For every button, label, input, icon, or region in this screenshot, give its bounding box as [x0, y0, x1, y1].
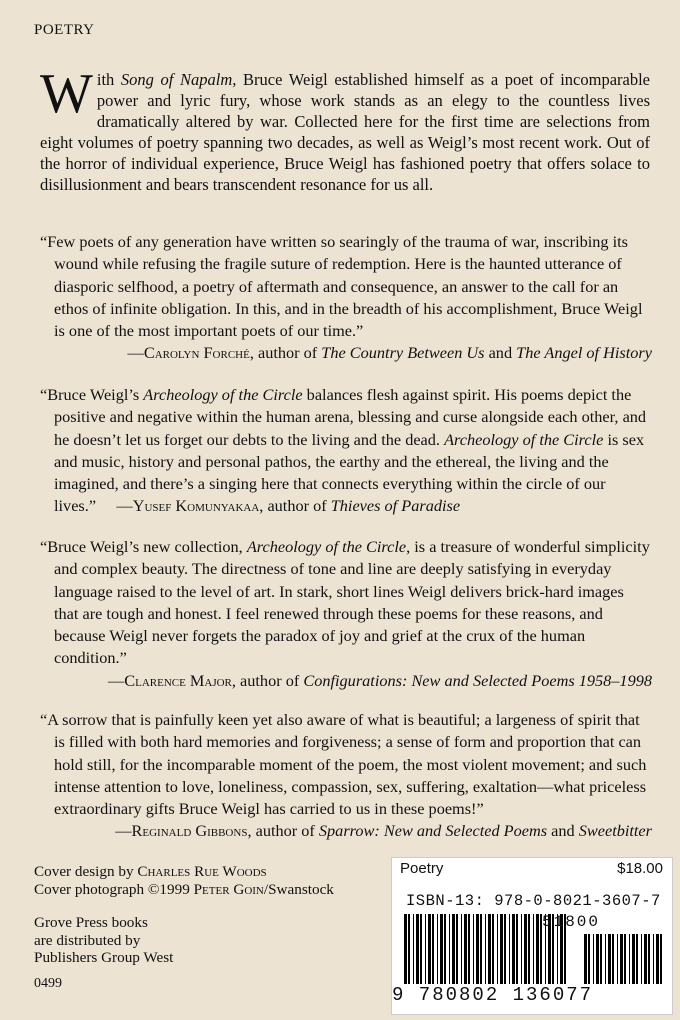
- quote-attribution: [40, 670, 652, 692]
- quote-text: “Bruce Weigl’s Archeology of the Circle balances flesh against spirit. His poems depict the positive and negative within the human arena, blessing and curse alongside each other, and he doesn’t let us forget our debts to the living and the dead. Archeology of the Circle is sex and music, history and personal pathos, the earthy and the ethereal, the living and the imagined, and there’s a singing here that connects everything within the circle of our lives.” —Yusef Komunyakaa, author of Thieves of Paradise: [40, 385, 647, 516]
- barcode-bar: [608, 934, 611, 984]
- barcode-bar: [588, 934, 590, 984]
- barcode-bar: [509, 914, 510, 984]
- barcode-bar: [656, 934, 659, 984]
- attr-dash: —: [107, 670, 125, 690]
- designer-name: Charles Rue Woods: [137, 863, 267, 880]
- barcode-bar: [428, 914, 431, 984]
- attr-text: , author of: [249, 343, 322, 363]
- barcode-bar: [612, 934, 614, 984]
- quote-text: “Few poets of any generation have written so searingly of the trauma of war, inscribing its wound while refusing the fragile suture of redemption. Here is the haunted utterance of diasporic selfhood, a poetry of aftermath and consequence, an answer to the call for an ethos of infinite obligation. In this, and in the breadth of his accomplishment, Bruce Weigl is one of the most important poets of our time.”: [40, 232, 643, 341]
- barcode-bar: [600, 934, 602, 984]
- barcode-bar: [500, 914, 503, 984]
- barcode-bar: [617, 934, 618, 984]
- barcode-bar: [636, 934, 638, 984]
- distribution-line: are distributed by: [34, 931, 141, 949]
- quote-text: “Bruce Weigl’s new collection, Archeology of the Circle, is a treasure of wonderful simplicity and complex beauty. The directness of tone and line are deeply satisfying in everyday language raised to the level of art. In stark, short lines Weigl delivers brick-hard images that are tough and honest. I feel renewed through these poems for these reasons, and because Weigl never forgets the paradox of joy and grief at the crux of the human condition.”: [40, 537, 650, 668]
- quote-major: [40, 536, 652, 692]
- barcode-digits: 9 780802 136077: [392, 984, 594, 1006]
- intro-book-title: Song of Napalm: [120, 70, 233, 89]
- barcode-bar: [420, 914, 422, 984]
- barcode-bar: [468, 914, 470, 984]
- author-name: Clarence Major: [124, 670, 232, 690]
- book-title: Sweetbitter: [578, 821, 652, 841]
- barcode-bar: [521, 914, 522, 984]
- barcode-bar: [504, 914, 506, 984]
- barcode-bar: [444, 914, 446, 984]
- quote-text: “A sorrow that is painfully keen yet also aware of what is beautiful; a largeness of spirit that is filled with both hard memories and forgiveness; a sense of form and proportion that can hold still, for the incomparable moment of the poem, the most violent movement; and such intense attention to love, loneliness, compassion, sex, suffering, exaltation—what priceless extraordinary gifts Bruce Weigl has carried to us in these poems!”: [40, 710, 647, 819]
- category-label: POETRY: [34, 22, 95, 38]
- quote-gibbons: [40, 709, 652, 843]
- barcode-bar: [449, 914, 450, 984]
- barcode-bar: [624, 934, 626, 984]
- attr-text: and: [547, 821, 579, 841]
- barcode-bar: [476, 914, 479, 984]
- barcode-bar: [536, 914, 539, 984]
- book-title: Archeology of the Circle: [246, 537, 407, 556]
- barcode-bar: [644, 934, 647, 984]
- barcode-addon-digits: 51800: [542, 913, 601, 931]
- quote-attribution: [40, 342, 652, 364]
- quote-attribution: [40, 820, 652, 842]
- book-title: Archeology of the Circle: [143, 385, 303, 404]
- book-title: Configurations: New and Selected Poems 1958–1998: [303, 670, 652, 690]
- distribution-line: Publishers Group West: [34, 949, 174, 966]
- barcode-bar: [464, 914, 467, 984]
- drop-cap: W: [40, 63, 93, 125]
- barcode-bar: [584, 934, 587, 984]
- barcode-bar: [528, 914, 530, 984]
- barcode-bar: [660, 934, 662, 984]
- attr-text: and: [484, 343, 517, 363]
- quote-komunyakaa: [40, 384, 652, 518]
- barcode-bar: [497, 914, 498, 984]
- distribution-note: [34, 914, 173, 967]
- barcode-bar: [533, 914, 534, 984]
- barcode-bar: [488, 914, 491, 984]
- attr-text: , author of: [231, 670, 304, 690]
- book-title: Archeology of the Circle: [444, 429, 604, 449]
- book-title: The Country Between Us: [321, 343, 485, 363]
- barcode-bar: [605, 934, 606, 984]
- barcode-bar: [425, 914, 426, 984]
- design-credit: Cover design by Charles Rue Woods: [34, 863, 267, 880]
- cover-credits: [34, 863, 334, 898]
- barcode-bar: [480, 914, 482, 984]
- barcode-bar: [492, 914, 494, 984]
- barcode-bar: [416, 914, 419, 984]
- intro-paragraph: [40, 63, 651, 195]
- barcode-bar: [404, 914, 407, 984]
- barcode-bar: [432, 914, 434, 984]
- barcode-bar: [437, 914, 438, 984]
- barcode-bar: [440, 914, 443, 984]
- book-title: Sparrow: New and Selected Poems: [318, 821, 548, 841]
- barcode-bar: [485, 914, 486, 984]
- barcode-bar: [456, 914, 458, 984]
- barcode-bar: [461, 914, 462, 984]
- quote-forche: [40, 231, 652, 365]
- distribution-line: Grove Press books: [34, 914, 148, 931]
- barcode-bar: [452, 914, 455, 984]
- attr-dash: —: [116, 496, 133, 516]
- barcode-bar: [653, 934, 654, 984]
- barcode-bar: [629, 934, 630, 984]
- barcode-bar: [413, 914, 414, 984]
- author-name: Carolyn Forché: [143, 343, 250, 363]
- print-code: 0499: [34, 976, 62, 991]
- barcode-bar: [473, 914, 474, 984]
- photo-credit: Cover photograph ©1999 Peter Goin/Swanstock: [34, 880, 334, 898]
- book-title: Thieves of Paradise: [330, 496, 461, 516]
- attr-text: , author of: [259, 496, 331, 516]
- barcode-bar: [641, 934, 642, 984]
- barcode-bar: [632, 934, 635, 984]
- barcode-category: Poetry: [400, 860, 444, 877]
- barcode-bar: [593, 934, 594, 984]
- barcode-bar: [524, 914, 527, 984]
- intro-text-1: ith: [96, 70, 121, 89]
- barcode-bar: [648, 934, 650, 984]
- barcode-box: [391, 857, 673, 1015]
- barcode-price: $18.00: [617, 860, 663, 877]
- attr-dash: —: [127, 343, 144, 363]
- author-name: Reginald Gibbons: [131, 821, 248, 841]
- photographer-name: Peter Goin: [193, 880, 264, 898]
- book-title: The Angel of History: [516, 343, 652, 363]
- author-name: Yusef Komunyakaa: [132, 496, 260, 516]
- intro-text-2: , Bruce Weigl established himself as a poet of incomparable power and lyric fury, whose work stands as an elegy to the countless lives dramatically altered by war. Collected here for the first time are selections from eight volumes of poetry spanning two decades, as well as Weigl’s most recent work. Out of the horror of individual experience, Bruce Weigl has fashioned poetry that offers solace to disillusionment and bears transcendent resonance for us all.: [40, 70, 651, 194]
- attr-text: , author of: [247, 821, 319, 841]
- barcode-isbn: ISBN-13: 978-0-8021-3607-7: [406, 892, 661, 910]
- barcode-bar: [408, 914, 410, 984]
- barcode-bar: [620, 934, 623, 984]
- barcode-bar: [512, 914, 515, 984]
- barcode-bar: [516, 914, 518, 984]
- attr-dash: —: [115, 821, 132, 841]
- barcode-bar: [596, 934, 599, 984]
